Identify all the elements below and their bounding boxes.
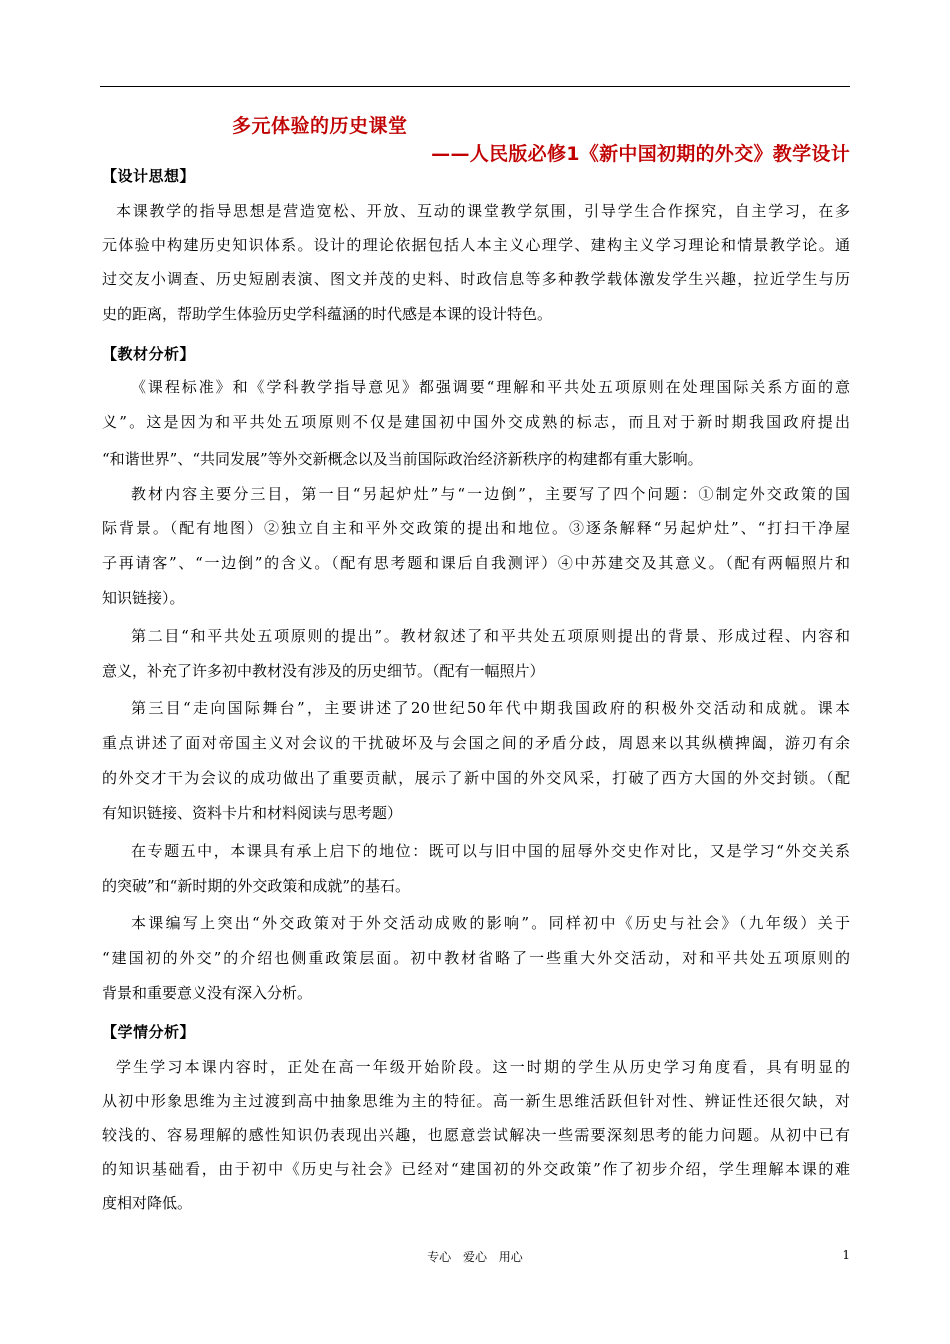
paragraph-line: 义”。这是因为和平共处五项原则不仅是建国初中国外交成熟的标志，而且对于新时期我国政府提出: [102, 413, 850, 431]
paragraph-line: 从初中形象思维为主过渡到高中抽象思维为主的特征。高一新生思维活跃但针对性、辨证性还很欠缺，对: [102, 1092, 850, 1110]
paragraph-line: 度相对降低。: [102, 1194, 193, 1212]
paragraph-line: 意义，补充了许多初中教材没有涉及的历史细节。（配有一幅照片）: [102, 662, 545, 680]
paragraph-line: “和谐世界”、“共同发展”等外交新概念以及当前国际政治经济新秩序的构建都有重大影响。: [102, 450, 703, 468]
document-title: 多元体验的历史课堂: [232, 115, 408, 137]
paragraph-line: 教材内容主要分三目，第一目“另起炉灶”与“一边倒”，主要写了四个问题：①制定外交政策的国: [131, 485, 850, 503]
paragraph-line: 有知识链接、资料卡片和材料阅读与思考题）: [102, 804, 403, 822]
paragraph-line: 过交友小调查、历史短剧表演、图文并茂的史料、时政信息等多种教学载体激发学生兴趣，拉近学生与历: [102, 270, 850, 288]
paragraph-line: 背景和重要意义没有深入分析。: [102, 984, 313, 1002]
paragraph-line: 较浅的、容易理解的感性知识仍表现出兴趣，也愿意尝试解决一些需要深刻思考的能力问题。从初中已有: [102, 1126, 850, 1144]
page-number: 1: [842, 1248, 850, 1262]
paragraph-line: 的知识基础看，由于初中《历史与社会》已经对“建国初的外交政策”作了初步介绍，学生理解本课的难: [102, 1160, 850, 1178]
paragraph-line: 《课程标准》和《学科教学指导意见》都强调要“理解和平共处五项原则在处理国际关系方面的意: [131, 378, 850, 396]
paragraph-line: 本课教学的指导思想是营造宽松、开放、互动的课堂教学氛围，引导学生合作探究，自主学习，在多: [116, 202, 850, 220]
paragraph-line: 在专题五中，本课具有承上启下的地位：既可以与旧中国的屈辱外交史作对比，又是学习“外交关系: [131, 842, 850, 860]
paragraph-line: 的突破”和“新时期的外交政策和成就”的基石。: [102, 877, 411, 895]
section-heading-students: 【学情分析】: [102, 1023, 196, 1041]
paragraph-line: “建国初的外交”的介绍也侧重政策层面。初中教材省略了一些重大外交活动，对和平共处五项原则的: [102, 949, 850, 967]
footer-motto: 专心 爱心 用心: [427, 1250, 523, 1264]
paragraph-line: 本课编写上突出“外交政策对于外交活动成败的影响”。同样初中《历史与社会》（九年级）关于: [131, 914, 850, 932]
section-heading-design: 【设计思想】: [102, 167, 196, 185]
paragraph-line: 学生学习本课内容时，正处在高一年级开始阶段。这一时期的学生从历史学习角度看，具有明显的: [116, 1058, 850, 1076]
paragraph-line: 知识链接）。: [102, 589, 185, 607]
paragraph-line: 际背景。（配有地图）②独立自主和平外交政策的提出和地位。③逐条解释“另起炉灶”、“打扫干净屋: [102, 519, 850, 537]
paragraph-line: 子再请客”、“一边倒”的含义。（配有思考题和课后自我测评）④中苏建交及其意义。（配有两幅照片和: [102, 554, 850, 572]
paragraph-line: 元体验中构建历史知识体系。设计的理论依据包括人本主义心理学、建构主义学习理论和情景教学论。通: [102, 236, 850, 254]
paragraph-line: 第三目“走向国际舞台”，主要讲述了20世纪50年代中期我国政府的积极外交活动和成就。课本: [131, 699, 850, 717]
document-subtitle: ——人民版必修1《新中国初期的外交》教学设计: [431, 143, 850, 165]
paragraph-line: 的外交才干为会议的成功做出了重要贡献，展示了新中国的外交风采，打破了西方大国的外交封锁。（配: [102, 769, 850, 787]
paragraph-line: 重点讲述了面对帝国主义对会议的干扰破坏及与会国之间的矛盾分歧，周恩来以其纵横捭阖，游刃有余: [102, 734, 850, 752]
section-heading-textbook: 【教材分析】: [102, 345, 196, 363]
paragraph-line: 史的距离，帮助学生体验历史学科蕴涵的时代感是本课的设计特色。: [102, 305, 553, 323]
paragraph-line: 第二目“和平共处五项原则的提出”。教材叙述了和平共处五项原则提出的背景、形成过程、内容和: [131, 627, 850, 645]
header-rule: [100, 86, 850, 87]
